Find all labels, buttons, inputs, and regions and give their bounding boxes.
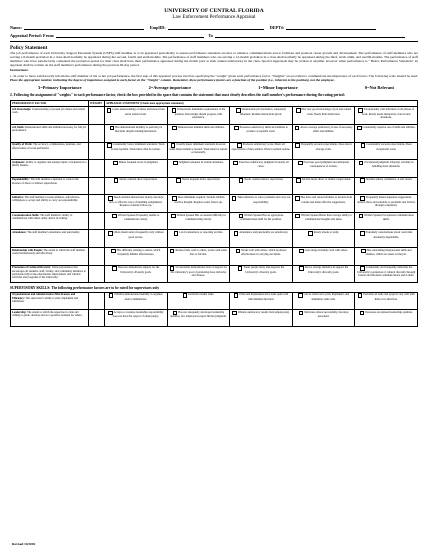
- statement-text: Frequently exceeds expectations. Does above average work.: [300, 143, 352, 151]
- table-row: [11, 292, 418, 309]
- statement-checkbox[interactable]: [234, 126, 239, 131]
- statement-checkbox[interactable]: [295, 126, 300, 131]
- appraisal-statement: [105, 230, 168, 248]
- weight-cell[interactable]: [89, 230, 105, 248]
- factor-description: The staff member's resourcefulness, self-reliance, willingness to accept and ability to carry out responsibility.: [12, 196, 80, 203]
- table-row: [11, 124, 418, 142]
- appraisal-statement: [355, 292, 418, 309]
- appraisal-statement: [105, 177, 168, 195]
- weight-cell[interactable]: [89, 142, 105, 160]
- statement-checkbox[interactable]: [236, 249, 241, 254]
- header-statement: APPRAISAL STATEMENT (Check most appropriate statement): [105, 100, 418, 107]
- statement-text: Exceptionally well informed on all phases of work. Rarely needs instruction, even in new situations.: [361, 108, 415, 119]
- appraisal-statement: [292, 195, 355, 213]
- statement-text: Consistently and frequently embodies the University's promotion of cultural diversity through formal and informal communications and actions.: [357, 266, 416, 278]
- statement-checkbox[interactable]: [112, 266, 117, 271]
- factor-title: Relationship with People:: [12, 248, 43, 252]
- appraisal-table: [10, 100, 418, 284]
- statement-text: Lax in attendance or reporting on time.: [179, 231, 224, 235]
- weight-cell[interactable]: [89, 195, 105, 213]
- statement-text: Makes frequent errors in judgment.: [118, 160, 159, 164]
- appraisal-statement: [355, 310, 418, 327]
- statement-text: Occasionally demonstrates lack of support for the University's goal of promoting more inclusive and diverse.: [170, 266, 227, 278]
- appraisal-statement: [355, 124, 418, 142]
- appraisal-statement: [105, 292, 168, 309]
- statement-text: Performs all tasks and projects very well with little or no direction.: [363, 293, 415, 302]
- statement-text: Written Spoken Has occasional difficulty in communicating clearly.: [176, 213, 226, 222]
- table-row: [11, 195, 418, 213]
- statement-checkbox[interactable]: [232, 196, 237, 201]
- statement-checkbox[interactable]: [358, 293, 363, 298]
- statement-text: Can be relied on to plan, implement, and administer tasks well.: [303, 293, 350, 302]
- statement-text: Judgment adequate in routine situations.: [178, 160, 224, 164]
- statement-checkbox[interactable]: [296, 108, 301, 113]
- statement-text: Produces satisfactory work. Meets all expectations of the position. Work is seldom redone.: [231, 143, 291, 151]
- appraisal-rows: [11, 107, 418, 283]
- performance-factor: [11, 265, 89, 283]
- statement-text: Extremely conscientious about work time absolutely dependable.: [365, 231, 413, 239]
- statement-text: Rarely absent or tardy.: [313, 231, 340, 235]
- scale-0: 0=Not Relevant: [364, 85, 394, 91]
- appraisal-statement: [230, 160, 293, 178]
- statement-text: Attendance and punctuality are satisfactory.: [239, 231, 289, 235]
- statement-text: Has outstanding interpersonal skills and abilities, which are assets on the job.: [365, 248, 412, 257]
- table-row: [11, 265, 418, 283]
- statement-checkbox[interactable]: [183, 293, 188, 298]
- statement-text: Usually meets minimum standards however, some improvement is needed. Work must be redone occasionally.: [169, 143, 228, 155]
- appraisal-statement: [167, 212, 230, 230]
- period-from-field[interactable]: [56, 33, 204, 38]
- weight-cell[interactable]: [89, 107, 105, 125]
- form-subtitle: Law Enforcement Performance Appraisal: [172, 14, 256, 20]
- statement-checkbox[interactable]: [109, 293, 114, 298]
- factor-description: Work performance that encourages all students, staff, faculty, and community members to participate fully in the educational, employment, and cultural activities and programs of the University.: [12, 266, 86, 280]
- instructions-emphasis: Place the appropriate number, indicating the degree of importance assigned to each factor, in the "Weight" column. Remember, these performance factors are a function of the position (i.e., inherent to the position), not the employee.: [10, 77, 335, 82]
- appraisal-statement: [230, 142, 293, 160]
- appraisal-statement: [355, 212, 418, 230]
- statement-text: Seldom needs direct or indirect supervision.: [301, 178, 351, 182]
- university-title: UNIVERSITY OF CENTRAL FLORIDA: [164, 8, 264, 14]
- header-weight: WEIGHT: [89, 100, 105, 107]
- statement-text: Needs detailed instructions. Rarely develops new or effective ways of handling assignments. Requires constant follow-up.: [109, 196, 164, 207]
- appraisal-statement: [355, 248, 418, 266]
- factor-description: Understanding of present job duties and related work.: [12, 108, 86, 115]
- statement-checkbox[interactable]: [112, 214, 117, 219]
- statement-checkbox[interactable]: [174, 231, 179, 236]
- statement-text: Above average proficiency in use of necessary skills and abilities.: [300, 125, 353, 134]
- table-row: [11, 248, 418, 266]
- statement-text: Written Spoken Exceptional communication skills.: [364, 213, 414, 222]
- weight-cell[interactable]: [89, 310, 105, 327]
- period-to-field[interactable]: [215, 33, 405, 38]
- statement-text: Written Spoken Frequently unable to communicate clearly.: [117, 213, 160, 222]
- appraisal-statement: [105, 265, 168, 283]
- appraisal-statement: [230, 195, 293, 213]
- performance-factor: [11, 142, 89, 160]
- weight-cell[interactable]: [89, 160, 105, 178]
- appraisal-statement: [167, 292, 230, 309]
- statement-checkbox[interactable]: [295, 214, 300, 219]
- appraisal-statement: [292, 230, 355, 248]
- statement-text: Exercises good judgment and anticipates consequences of actions.: [303, 160, 350, 169]
- statement-text: Has drive and resourcefulness to deviate from routine and make effective suggestions.: [300, 196, 353, 204]
- appraisal-statement: [355, 177, 418, 195]
- performance-factor: [11, 195, 89, 213]
- instruction-2: 2. Following the assignment of "weights" to each performance factor, check the box provided in the space that contains the statement that most clearly describes the staff member's performance during the rating period:: [10, 93, 345, 98]
- table-row: [11, 230, 418, 248]
- statement-text: Does not demonstrate support for the University's diversity goals.: [117, 266, 160, 275]
- scale-1: 1=Minor Importance: [258, 85, 298, 91]
- performance-factor: [11, 177, 89, 195]
- factor-description: The staff member's ability to communicate with others orally and/or in writing.: [12, 213, 73, 220]
- dept-field[interactable]: [286, 25, 376, 30]
- policy-paragraph: The job performance of each University Support Personnel System (USPS) staff member is to be appraised periodically to ensure performance standards are met, to enhance communications and to facilitate and promote career growth and development. The performance of staff members who are serving a 6-month probation in a class shall normally be appraised during the second, fourth and sixth months. The performance of staff members who are serving a 12-month probation in a class shall normally be appraised during the third, sixth, ninth, and twelfth months. The performance of staff members who have satisfactorily completed the probation period for their class shall have their performance appraised during the month prior to their annual anniversary in the class. Special Appraisals may be written at anytime, however when performance is " Below Performance Standards" an appraisal shall be written on the staff member's performance during the previous 60-day period.: [10, 50, 418, 67]
- name-label: Name:: [10, 24, 22, 30]
- statement-text: Needs routine indirect supervision.: [244, 178, 284, 182]
- table-row: [11, 142, 418, 160]
- appraisal-statement: [230, 212, 293, 230]
- statement-text: Has difficulty relating to others, which frequently inhibits effectiveness.: [116, 248, 161, 257]
- statement-checkbox[interactable]: [359, 214, 364, 219]
- performance-factor: [11, 107, 89, 125]
- statement-text: Consistently superior use of skills and abilities.: [362, 125, 416, 129]
- appraisal-statement: [167, 230, 230, 248]
- statement-text: Exceptional judgment. Displays certainty in handling most situations.: [364, 160, 414, 169]
- factor-description: The staff member's attendance and punctuality.: [26, 231, 80, 235]
- statement-checkbox[interactable]: [107, 108, 112, 113]
- statement-checkbox[interactable]: [360, 178, 365, 183]
- statement-checkbox[interactable]: [308, 231, 313, 236]
- table-row: [11, 177, 418, 195]
- weight-cell[interactable]: [89, 177, 105, 195]
- statement-text: Lacks understanding of duties and knows little about related work.: [112, 108, 165, 116]
- statement-checkbox[interactable]: [361, 143, 366, 148]
- statement-checkbox[interactable]: [108, 231, 113, 236]
- appraisal-statement: [355, 195, 418, 213]
- factor-title: Communication Skills:: [12, 213, 40, 217]
- appraisal-statement: [292, 160, 355, 178]
- statement-checkbox[interactable]: [173, 161, 178, 166]
- appraisal-statement: [292, 142, 355, 160]
- statement-checkbox[interactable]: [172, 126, 177, 131]
- performance-factor: [11, 230, 89, 248]
- statement-text: Demonstrates minimal skills and abilities.: [177, 125, 225, 129]
- statement-text: Plans and implements most tasks quite well with minimal direction.: [239, 293, 289, 302]
- instructions-text: 1. In order to more satisfactorily inform the staff member of his or her job performance, the first step of this appraisal process involves specifying the "weight" given each performance factor. "Weights" are provided to communicate the importance of each factor. The following scale should be used.: [10, 73, 418, 78]
- statement-checkbox[interactable]: [239, 178, 244, 183]
- factor-title: Judgment:: [12, 160, 25, 164]
- dept-label: DEPT#:: [269, 24, 285, 30]
- factor-title: Job Skills:: [12, 125, 25, 129]
- statement-text: Gets along extremely well with others.: [304, 248, 349, 252]
- statement-text: Possesses satisfactory skills and abilities to produce acceptable work.: [239, 125, 288, 134]
- factor-title: Promotion of Cultural Diversity:: [12, 266, 52, 270]
- statement-text: Takes initiative to solve problems and carry out responsibility.: [237, 196, 291, 204]
- statement-text: Exercises satisfactory judgment in nearly all cases.: [238, 160, 289, 169]
- appraisal-statement: [292, 124, 355, 142]
- statement-checkbox[interactable]: [113, 161, 118, 166]
- appraisal-statement: [355, 230, 418, 248]
- statement-checkbox[interactable]: [233, 161, 238, 166]
- table-row: [11, 212, 418, 230]
- statement-text: Relates fairly well to others, works with some bias or friction.: [175, 248, 227, 257]
- appraisal-statement: [230, 265, 293, 283]
- scale-3: 3=Primary Importance: [38, 85, 82, 91]
- statement-text: Needs frequent direct supervision.: [182, 178, 221, 182]
- scale-2: 2=Average importance: [148, 85, 192, 91]
- performance-factor: [11, 160, 89, 178]
- statement-checkbox[interactable]: [295, 196, 300, 201]
- statement-checkbox[interactable]: [360, 231, 365, 236]
- weight-cell[interactable]: [89, 212, 105, 230]
- statement-text: Has demonstrated inability to perform job functions despite training/instruction.: [114, 125, 163, 134]
- factor-description: Ability to organize and analyze input; conclusions in a timely manner.: [12, 160, 87, 168]
- weight-cell[interactable]: [89, 292, 105, 309]
- period-from-label: Appraisal Period: From:: [10, 32, 55, 38]
- statement-text: Needs constant direct supervision.: [119, 178, 158, 182]
- appraisal-statement: [230, 107, 293, 125]
- appraisal-statement: [355, 160, 418, 178]
- statement-text: Consistently below minimum standards. Work is unacceptable. Work must often be redone.: [111, 143, 165, 151]
- appraisal-statement: [230, 124, 293, 142]
- revision-footer: Revised 10/2002: [12, 542, 36, 546]
- statement-checkbox[interactable]: [360, 311, 365, 316]
- appraisal-statement: [355, 107, 418, 125]
- statement-text: Works well with others, which promotes effectiveness in carrying out duties.: [241, 248, 287, 257]
- statement-text: Does minimum required. Seldom exhibits creative thought. Requires some follow-up.: [174, 196, 225, 204]
- table-row: [11, 160, 418, 178]
- name-field[interactable]: [24, 25, 144, 30]
- statement-text: Exhibits demonstrated inability to organize and/or administrate.: [114, 293, 163, 302]
- appraisal-statement: [105, 160, 168, 178]
- appraisal-statement: [167, 124, 230, 142]
- period-row: [10, 33, 418, 38]
- statement-checkbox[interactable]: [296, 178, 301, 183]
- factor-description: The extent to which the supervisor is able and willing to guide, develop and set a positive example for others.: [12, 310, 83, 318]
- appraisal-statement: [292, 265, 355, 283]
- factor-description: The accuracy, completeness, neatness, and effectiveness of work performed.: [12, 143, 81, 150]
- appraisal-statement: [167, 248, 230, 266]
- performance-factor: [11, 292, 89, 309]
- statement-checkbox[interactable]: [357, 126, 362, 131]
- factor-title: Attendance:: [12, 231, 27, 235]
- appraisal-statement: [167, 310, 230, 327]
- statement-text: Consistently exceeds expectations. Does exceptional work.: [366, 143, 412, 151]
- emplid-field[interactable]: [168, 25, 264, 30]
- divider: [10, 41, 418, 42]
- appraisal-statement: [230, 292, 293, 309]
- appraisal-statement: [292, 292, 355, 309]
- appraisal-statement: [167, 177, 230, 195]
- statement-text: Understands job mechanics; adequately informed. Routine instructions given.: [240, 108, 286, 116]
- appraisal-statement: [292, 248, 355, 266]
- statement-text: Written Spoken Has an appropriate communication skill for the position.: [240, 213, 284, 222]
- table-row: [11, 310, 418, 327]
- period-to-label: To: [208, 32, 213, 38]
- factor-title: Job Knowledge:: [12, 108, 32, 112]
- appraisal-statement: [355, 265, 418, 283]
- appraisal-statement: [167, 195, 230, 213]
- statement-checkbox[interactable]: [299, 249, 304, 254]
- statement-checkbox[interactable]: [298, 161, 303, 166]
- factor-title: Dependability:: [12, 178, 30, 182]
- emplid-label: EmplID:: [149, 24, 166, 30]
- appraisal-statement: [167, 142, 230, 160]
- factor-title: Initiative:: [12, 196, 24, 200]
- statement-text: Accepts or requires leadership responsibility does not have the respect of employee(s).: [112, 310, 164, 319]
- factor-title: Quality of Work:: [12, 143, 33, 147]
- appraisal-statement: [105, 124, 168, 142]
- appraisal-statement: [105, 212, 168, 230]
- performance-factor: [11, 124, 89, 142]
- policy-title: Policy Statement: [10, 44, 48, 51]
- appraisal-statement: [292, 212, 355, 230]
- appraisal-statement: [230, 177, 293, 195]
- instructions-paragraph: [10, 74, 418, 82]
- statement-text: Motivates others successfully, develops personnel.: [304, 310, 349, 319]
- factor-title: Organizational and Administrative Effectiveness and Efficiency:: [12, 293, 76, 300]
- supervisory-rows: [11, 292, 418, 327]
- statement-checkbox[interactable]: [295, 143, 300, 148]
- statement-checkbox[interactable]: [299, 311, 304, 316]
- instructions-title: Instructions:: [10, 68, 29, 73]
- supervisory-title: SUPERVISORY SKILLS: The following performance factors are to be rated for supervisors only: [10, 286, 160, 291]
- appraisal-statement: [105, 195, 168, 213]
- statement-checkbox[interactable]: [359, 161, 364, 166]
- appraisal-statement: [292, 177, 355, 195]
- weight-cell[interactable]: [89, 265, 105, 283]
- statement-text: Written Spoken Better than average ability to communicate thoughts and ideas.: [301, 213, 352, 222]
- factor-description: The extent to which the staff member works harmoniously and effectively.: [12, 248, 86, 256]
- statement-checkbox[interactable]: [111, 249, 116, 254]
- statement-text: Often absent and/or frequently tardy without good excuse.: [113, 231, 164, 239]
- appraisal-statement: [167, 265, 230, 283]
- employee-info-row: [10, 25, 418, 30]
- factor-title: Leadership:: [12, 310, 27, 314]
- statement-text: Justifies utmost confidence. A self starter.: [365, 178, 413, 182]
- performance-factor: [11, 310, 89, 327]
- appraisal-statement: [105, 248, 168, 266]
- appraisal-statement: [230, 248, 293, 266]
- appraisal-statement: [292, 107, 355, 125]
- appraisal-statement: [230, 310, 293, 327]
- performance-factor: [11, 212, 89, 230]
- table-row: [11, 107, 418, 125]
- appraisal-statement: [167, 107, 230, 125]
- statement-text: Obtains satisfactory results from employee(s).: [237, 310, 290, 314]
- appraisal-statement: [167, 160, 230, 178]
- appraisal-statement: [355, 142, 418, 160]
- statement-checkbox[interactable]: [114, 178, 119, 183]
- statement-checkbox[interactable]: [171, 214, 176, 219]
- statement-checkbox[interactable]: [170, 249, 175, 254]
- statement-text: Understands minimum requirements of the position. Knowledge should progress with experience.: [174, 108, 226, 119]
- statement-checkbox[interactable]: [234, 293, 239, 298]
- weight-scale: [10, 83, 418, 93]
- statement-checkbox[interactable]: [232, 311, 237, 316]
- factor-description: The staff member's attention to work in the absence of direct or indirect supervision.: [12, 178, 79, 185]
- statement-text: Has not adequately developed leadership qualities, few employees respect his/her judgment.: [170, 310, 227, 319]
- performance-factor: [11, 248, 89, 266]
- appraisal-statement: [105, 310, 168, 327]
- statement-checkbox[interactable]: [238, 266, 243, 271]
- factor-description: Demonstrated skills and abilities necessary for full job performance.: [12, 125, 87, 132]
- weight-cell[interactable]: [89, 248, 105, 266]
- statement-checkbox[interactable]: [110, 126, 115, 131]
- factor-description: The supervisor's ability to plan, implement and administer.: [12, 296, 79, 303]
- statement-text: Above average initiative in support the University's diversity goals.: [304, 266, 349, 275]
- appraisal-statement: [230, 230, 293, 248]
- statement-text: Frequently makes ingenious suggestions, devises ideas and solutions to problems and follows through completely.: [357, 196, 416, 207]
- statement-checkbox[interactable]: [234, 231, 239, 236]
- weight-cell[interactable]: [89, 124, 105, 142]
- statement-checkbox[interactable]: [176, 178, 181, 183]
- appraisal-statement: [105, 142, 168, 160]
- statement-text: Performs routine tasks.: [188, 293, 215, 297]
- statement-text: Possesses exceptional leadership qualities.: [365, 310, 413, 314]
- header-factor: PERFORMANCE FACTOR: [11, 100, 89, 107]
- appraisal-statement: [292, 310, 355, 327]
- supervisory-table: [10, 292, 418, 328]
- statement-checkbox[interactable]: [298, 293, 303, 298]
- statement-checkbox[interactable]: [299, 266, 304, 271]
- statement-text: Has very good knowledge of job and related work. Needs little instruction.: [301, 108, 352, 116]
- appraisal-statement: [105, 107, 168, 125]
- statement-text: Treats people fairly and supports the University's diversity goals.: [243, 266, 285, 275]
